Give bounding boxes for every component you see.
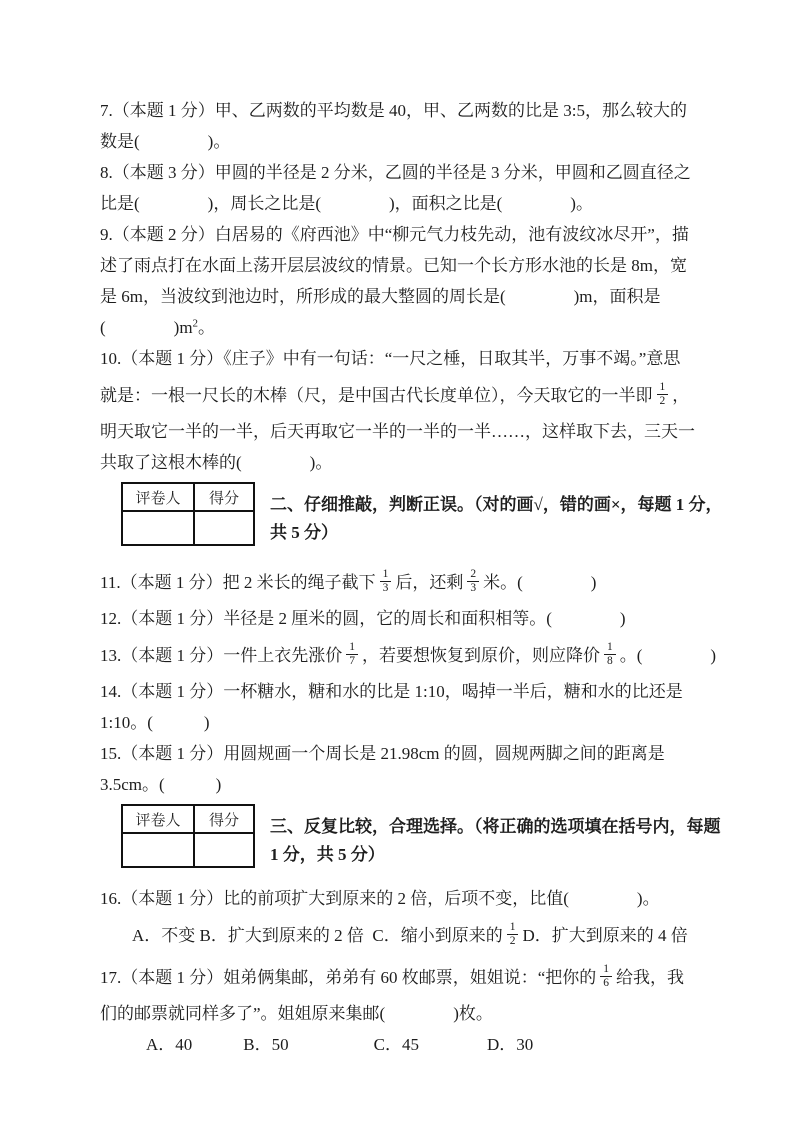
question-7-line <box>100 95 710 126</box>
text-run: 们的邮票就同样多了”。姐姐原来集邮( )枚。 <box>100 1004 493 1023</box>
question-14-line <box>100 707 710 738</box>
fraction <box>600 963 612 990</box>
question-17-line <box>100 956 710 998</box>
fraction <box>380 568 392 595</box>
score-label-cell: 得分 <box>194 805 254 833</box>
fraction-numerator: 1 <box>603 962 610 975</box>
section-2-header-line: 共 5 分） <box>270 523 338 542</box>
question-9 <box>100 219 710 343</box>
question-10-line <box>100 447 710 478</box>
fraction-numerator: 1 <box>349 640 355 653</box>
text-run: A．不变 B．扩大到原来的 2 倍 C．缩小到原来的 <box>132 925 503 945</box>
text-run: 13.（本题 1 分）一件上衣先涨价 <box>100 645 343 665</box>
question-8-line <box>100 188 710 219</box>
examiner-blank-cell <box>122 833 194 867</box>
text-run: A．40 B．50 C．45 D．30 <box>146 1035 534 1054</box>
fraction-denominator: 6 <box>600 976 612 990</box>
text-run: ，若要想恢复到原价，则应降价 <box>362 645 600 665</box>
section-2-header <box>270 482 723 547</box>
text-run: 共取了这根木棒的( )。 <box>100 453 333 472</box>
fraction <box>507 921 519 948</box>
text-run: 7.（本题 1 分）甲、乙两数的平均数是 40，甲、乙两数的比是 3:5，那么较大的 <box>100 101 687 120</box>
question-14-line <box>100 676 710 707</box>
score-blank-cell <box>194 833 254 867</box>
question-10-line <box>100 374 710 416</box>
fraction-numerator: 1 <box>382 567 389 580</box>
text-run: 14.（本题 1 分）一杯糖水，糖和水的比是 1:10，喝掉一半后，糖和水的比还是 <box>100 682 683 701</box>
question-16-line <box>100 883 710 914</box>
grader-table-blank-row <box>122 511 254 545</box>
question-12-line <box>100 603 710 634</box>
question-14 <box>100 676 710 738</box>
fraction-numerator: 1 <box>509 920 516 933</box>
text-run: 10.（本题 1 分）《庄子》中有一句话：“一尺之棰，日取其半，万事不竭。”意思 <box>100 349 681 368</box>
text-run: 11.（本题 1 分）把 2 米长的绳子截下 <box>100 572 376 592</box>
section-3-header-line: 三、反复比较，合理选择。（将正确的选项填在括号内，每题 <box>270 817 721 836</box>
question-11-line <box>100 561 710 603</box>
question-9-line <box>100 250 710 281</box>
fraction-denominator: 7 <box>346 654 358 668</box>
text-run: D．扩大到原来的 4 倍 <box>522 925 688 945</box>
text-run: 17.（本题 1 分）姐弟俩集邮，弟弟有 60 枚邮票，姐姐说：“把你的 <box>100 967 597 987</box>
section-3-header-line: 1 分，共 5 分） <box>270 845 385 864</box>
question-10-line <box>100 416 710 447</box>
section-3-header <box>270 804 721 869</box>
question-17-line <box>100 998 710 1029</box>
text-run: 8.（本题 3 分）甲圆的半径是 2 分米，乙圆的半径是 3 分米，甲圆和乙圆直径之 <box>100 163 691 182</box>
text-run: 后，还剩 <box>395 572 464 592</box>
question-10-line <box>100 343 710 374</box>
grader-table-blank-row <box>122 833 254 867</box>
question-15-line <box>100 738 710 769</box>
text-run: ， <box>672 385 690 405</box>
text-run: 12.（本题 1 分）半径是 2 厘米的圆，它的周长和面积相等。( ) <box>100 609 626 628</box>
question-7 <box>100 95 710 157</box>
fraction-denominator: 3 <box>467 581 479 595</box>
question-9-line <box>100 219 710 250</box>
question-15 <box>100 738 710 800</box>
question-8-line <box>100 157 710 188</box>
question-16-line <box>100 914 710 956</box>
examiner-label-cell: 评卷人 <box>122 483 194 511</box>
text-run: 9.（本题 2 分）白居易的《府西池》中“柳元气力枝先动，池有波纹冰尽开”，描 <box>100 225 689 244</box>
question-11 <box>100 561 710 603</box>
fraction <box>467 568 479 595</box>
text-run: 16.（本题 1 分）比的前项扩大到原来的 2 倍，后项不变，比值( )。 <box>100 889 660 908</box>
score-label-cell: 得分 <box>194 483 254 511</box>
fraction-denominator: 8 <box>604 654 616 668</box>
question-10 <box>100 343 710 478</box>
question-17 <box>100 956 710 1060</box>
fraction-numerator: 1 <box>659 380 666 393</box>
text-run: 数是( )。 <box>100 132 231 151</box>
text-run: 米。( ) <box>483 572 597 592</box>
text-run: 。( ) <box>619 645 717 665</box>
question-12 <box>100 603 710 634</box>
exam-content <box>100 95 723 1060</box>
question-7-line <box>100 126 710 157</box>
question-15-line <box>100 769 710 800</box>
grader-score-table <box>121 804 255 868</box>
text-run: 就是：一根一尺长的木棒（尺，是中国古代长度单位），今天取它的一半即 <box>100 385 653 405</box>
fraction <box>346 641 358 668</box>
grader-table-header-row <box>122 483 254 511</box>
text-run: 是 6m，当波纹到池边时，所形成的最大整圆的周长是( )m，面积是 <box>100 287 661 306</box>
question-9-line <box>100 312 710 343</box>
question-16 <box>100 883 710 956</box>
grader-score-table <box>121 482 255 546</box>
text-run: 明天取它一半的一半，后天再取它一半的一半的一半……，这样取下去，三天一 <box>100 422 695 441</box>
section-2-header-line: 二、仔细推敲，判断正误。（对的画√，错的画×，每题 1 分， <box>270 495 723 514</box>
question-13 <box>100 634 717 676</box>
text-run: 述了雨点打在水面上荡开层层波纹的情景。已知一个长方形水池的长是 8m，宽 <box>100 256 687 275</box>
question-9-line <box>100 281 710 312</box>
text-run: 3.5cm。( ) <box>100 775 222 794</box>
question-8 <box>100 157 710 219</box>
grader-table-header-row <box>122 805 254 833</box>
fraction-numerator: 2 <box>470 567 477 580</box>
fraction <box>604 641 616 668</box>
superscript: 2 <box>192 317 199 330</box>
text-run: 15.（本题 1 分）用圆规画一个周长是 21.98cm 的圆，圆规两脚之间的距离是 <box>100 744 665 763</box>
text-run: ( )m <box>100 318 193 337</box>
fraction-denominator: 2 <box>657 394 669 408</box>
fraction-denominator: 2 <box>507 934 519 948</box>
text-run: 给我，我 <box>616 967 685 987</box>
section-3 <box>100 804 721 869</box>
text-run: 比是( )，周长之比是( )，面积之比是( )。 <box>100 194 593 213</box>
score-blank-cell <box>194 511 254 545</box>
question-17-line <box>100 1029 710 1060</box>
text-run: 1:10。( ) <box>100 713 210 732</box>
section-2 <box>100 482 723 547</box>
fraction-denominator: 3 <box>380 581 392 595</box>
question-13-line <box>100 634 717 676</box>
fraction <box>657 381 669 408</box>
fraction-numerator: 1 <box>607 640 613 653</box>
examiner-label-cell: 评卷人 <box>122 805 194 833</box>
text-run: 。 <box>198 318 216 337</box>
examiner-blank-cell <box>122 511 194 545</box>
